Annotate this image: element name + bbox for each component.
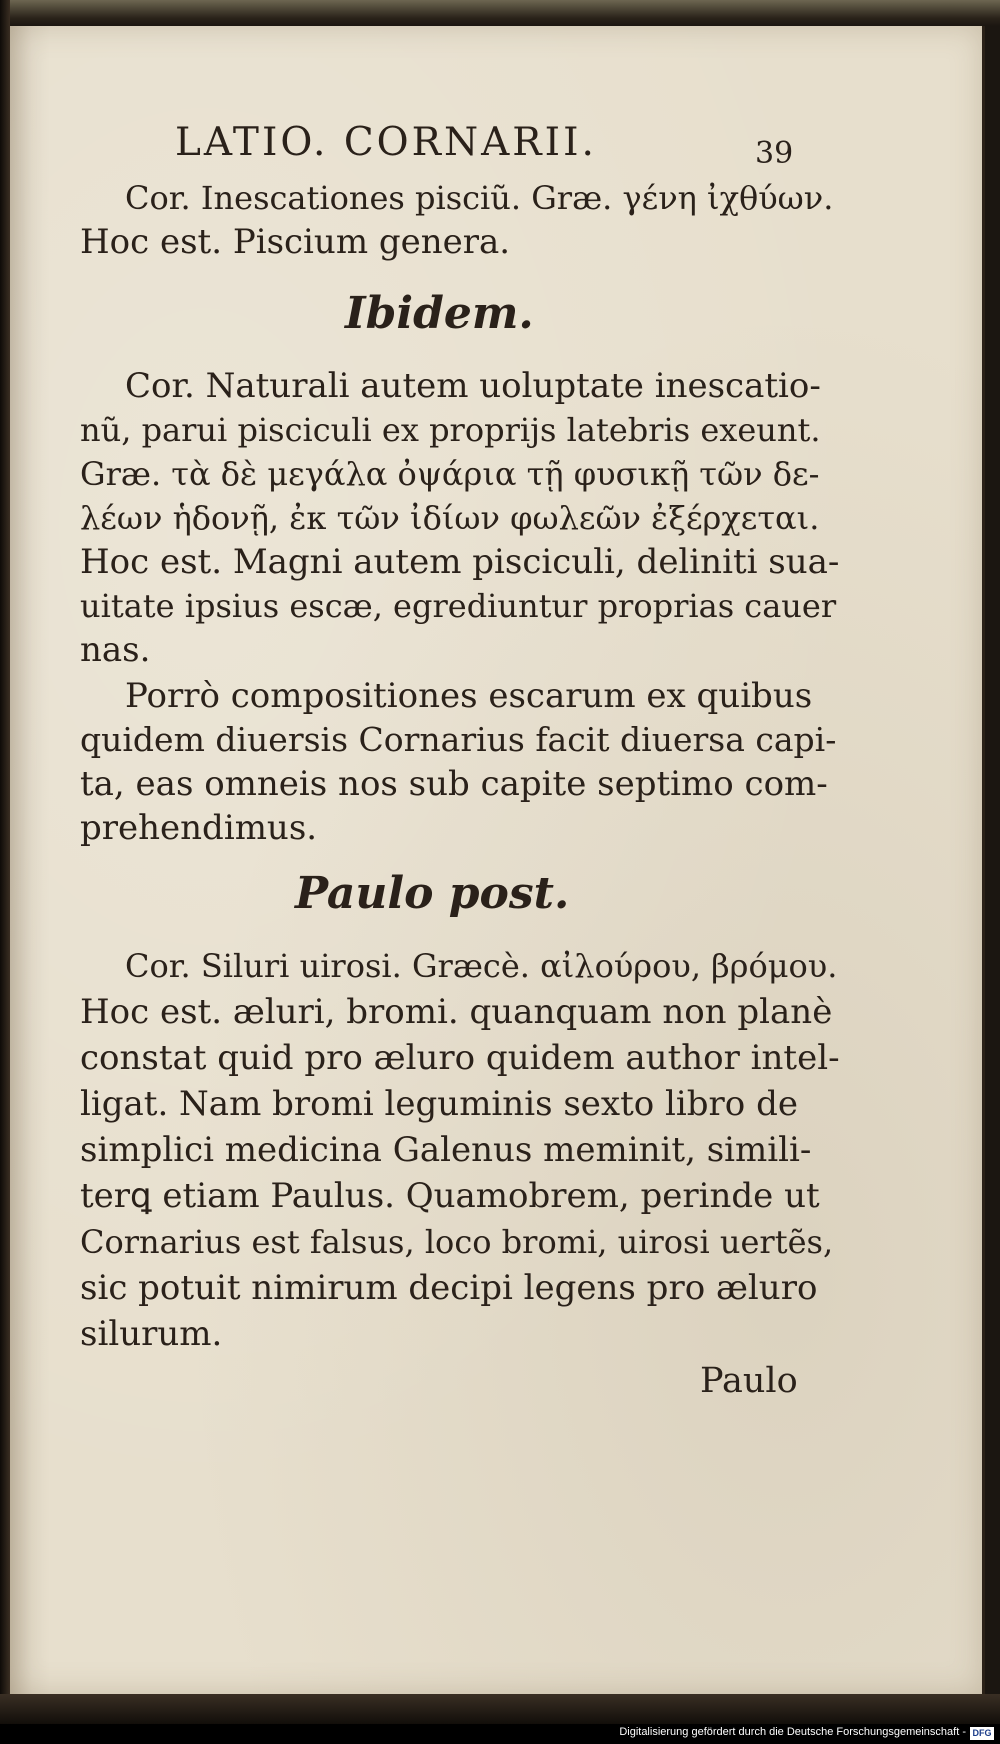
catchword: Paulo <box>700 1361 798 1401</box>
text-line: Hoc est. Magni autem pisciculi, deliniti sua- <box>80 542 840 582</box>
text-line: Hoc est. æluri, bromi. quanquam non planè <box>80 992 833 1032</box>
text-line: uitate ipsius escæ, egrediuntur proprias cauer <box>80 587 837 625</box>
text-line: nas. <box>80 630 151 670</box>
text-line: terꝗ etiam Paulus. Quamobrem, perinde ut <box>80 1176 820 1216</box>
text-line: sic potuit nimirum decipi legens pro æluro <box>80 1268 818 1308</box>
text-line: Græ. τὰ δὲ μεγάλα ὀψάρια τῇ φυσικῇ τῶν δε- <box>80 455 820 493</box>
text-line: Cor. Naturali autem uoluptate inescatio- <box>125 366 821 406</box>
text-line: quidem diuersis Cornarius facit diuersa capi- <box>80 720 837 759</box>
text-line: Cor. Inescationes pisciũ. Græ. γένη ἰχθύων. <box>125 179 834 217</box>
text-line: silurum. <box>80 1314 223 1354</box>
text-line: λέων ἡδονῇ, ἐκ τῶν ἰδίων φωλεῶν ἐξέρχεται. <box>80 499 820 537</box>
text-line: prehendimus. <box>80 808 318 848</box>
book-page <box>10 26 985 1694</box>
running-title: LATIO. CORNARII. <box>175 120 597 165</box>
dfg-logo: DFG <box>970 1727 994 1740</box>
section-heading: Ibidem. <box>345 288 534 339</box>
page-top-edge <box>0 0 1000 26</box>
text-line: Hoc est. Piscium genera. <box>80 222 511 262</box>
text-line: ta, eas omneis nos sub capite septimo com- <box>80 764 828 804</box>
text-line: nũ, parui pisciculi ex proprijs latebris exeunt. <box>80 411 821 449</box>
digitization-credit: Digitalisierung gefördert durch die Deutsche Forschungsgemeinschaft - <box>619 1726 966 1738</box>
digitization-footer <box>0 1724 1000 1744</box>
text-line: constat quid pro æluro quidem author intel- <box>80 1038 840 1078</box>
text-line: Cornarius est falsus, loco bromi, uirosi uertẽs, <box>80 1223 834 1261</box>
text-line: ligat. Nam bromi leguminis sexto libro de <box>80 1084 798 1124</box>
page-left-edge <box>0 0 10 1744</box>
text-line: Porrò compositiones escarum ex quibus <box>125 676 813 716</box>
page-number: 39 <box>755 136 794 171</box>
text-line: simplici medicina Galenus meminit, simili- <box>80 1130 812 1170</box>
text-line: Cor. Siluri uirosi. Græcè. αἰλούρου, βρόμου. <box>125 947 838 985</box>
section-heading: Paulo post. <box>295 868 570 919</box>
page-bottom-edge <box>0 1694 1000 1724</box>
